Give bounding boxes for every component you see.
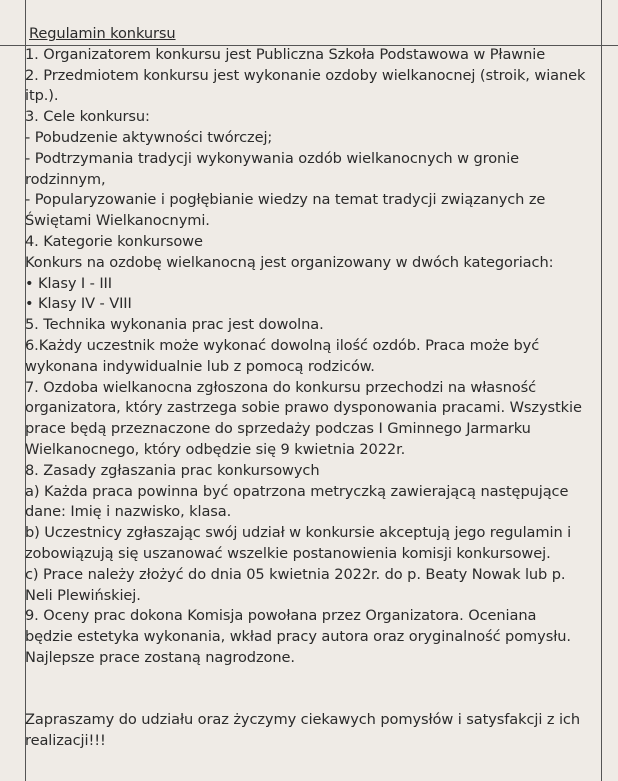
text-line: 3. Cele konkursu: bbox=[25, 108, 150, 126]
document-title: Regulamin konkursu bbox=[29, 25, 176, 42]
text-line: będzie estetyka wykonania, wkład pracy autora oraz oryginalność pomysłu. bbox=[25, 628, 571, 646]
closing-line: Zapraszamy do udziału oraz życzymy ciekawych pomysłów i satysfakcji z ich bbox=[25, 710, 580, 728]
text-line: dane: Imię i nazwisko, klasa. bbox=[25, 503, 232, 521]
text-line: b) Uczestnicy zgłaszając swój udział w konkursie akceptują jego regulamin i bbox=[25, 524, 572, 542]
text-line: Konkurs na ozdobę wielkanocną jest organizowany w dwóch kategoriach: bbox=[25, 253, 554, 271]
text-line: 7. Ozdoba wielkanocna zgłoszona do konkursu przechodzi na własność bbox=[25, 378, 537, 396]
closing-invitation bbox=[25, 710, 615, 752]
text-line: zobowiązują się uszanować wszelkie postanowienia komisji konkursowej. bbox=[25, 544, 551, 562]
text-line: Świętami Wielkanocnymi. bbox=[25, 212, 210, 230]
text-line: wykonana indywidualnie lub z pomocą rodziców. bbox=[25, 357, 375, 375]
rules-body bbox=[25, 45, 615, 669]
text-line: rodzinnym, bbox=[25, 170, 106, 188]
closing-line: realizacji!!! bbox=[25, 731, 106, 749]
text-line: 2. Przedmiotem konkursu jest wykonanie ozdoby wielkanocnej (stroik, wianek bbox=[25, 66, 586, 84]
text-line: 1. Organizatorem konkursu jest Publiczna Szkoła Podstawowa w Pławnie bbox=[25, 45, 546, 63]
text-line: - Popularyzowanie i pogłębianie wiedzy na temat tradycji związanych ze bbox=[25, 191, 546, 209]
rules-document bbox=[25, 24, 615, 751]
text-line: organizatora, który zastrzega sobie prawo dysponowania pracami. Wszystkie bbox=[25, 399, 582, 417]
text-line: prace będą przeznaczone do sprzedaży podczas I Gminnego Jarmarku bbox=[25, 420, 531, 438]
text-line: c) Prace należy złożyć do dnia 05 kwietnia 2022r. do p. Beaty Nowak lub p. bbox=[25, 565, 566, 583]
text-line: 8. Zasady zgłaszania prac konkursowych bbox=[25, 461, 320, 479]
text-line: Neli Plewińskiej. bbox=[25, 586, 141, 604]
text-line: 4. Kategorie konkursowe bbox=[25, 232, 203, 250]
text-line: - Pobudzenie aktywności twórczej; bbox=[25, 128, 273, 146]
text-line: a) Każda praca powinna być opatrzona metryczką zawierającą następujące bbox=[25, 482, 569, 500]
text-line: 6.Każdy uczestnik może wykonać dowolną ilość ozdób. Praca może być bbox=[25, 336, 540, 354]
text-line: • Klasy I - III bbox=[25, 274, 112, 292]
text-line: 5. Technika wykonania prac jest dowolna. bbox=[25, 316, 324, 334]
text-line: Wielkanocnego, który odbędzie się 9 kwietnia 2022r. bbox=[25, 440, 406, 458]
blank-gap bbox=[25, 669, 615, 710]
text-line: itp.). bbox=[25, 87, 59, 105]
text-line: Najlepsze prace zostaną nagrodzone. bbox=[25, 648, 295, 666]
text-line: 9. Oceny prac dokona Komisja powołana przez Organizatora. Oceniana bbox=[25, 607, 537, 625]
text-line: - Podtrzymania tradycji wykonywania ozdób wielkanocnych w gronie bbox=[25, 149, 520, 167]
text-line: • Klasy IV - VIII bbox=[25, 295, 132, 313]
